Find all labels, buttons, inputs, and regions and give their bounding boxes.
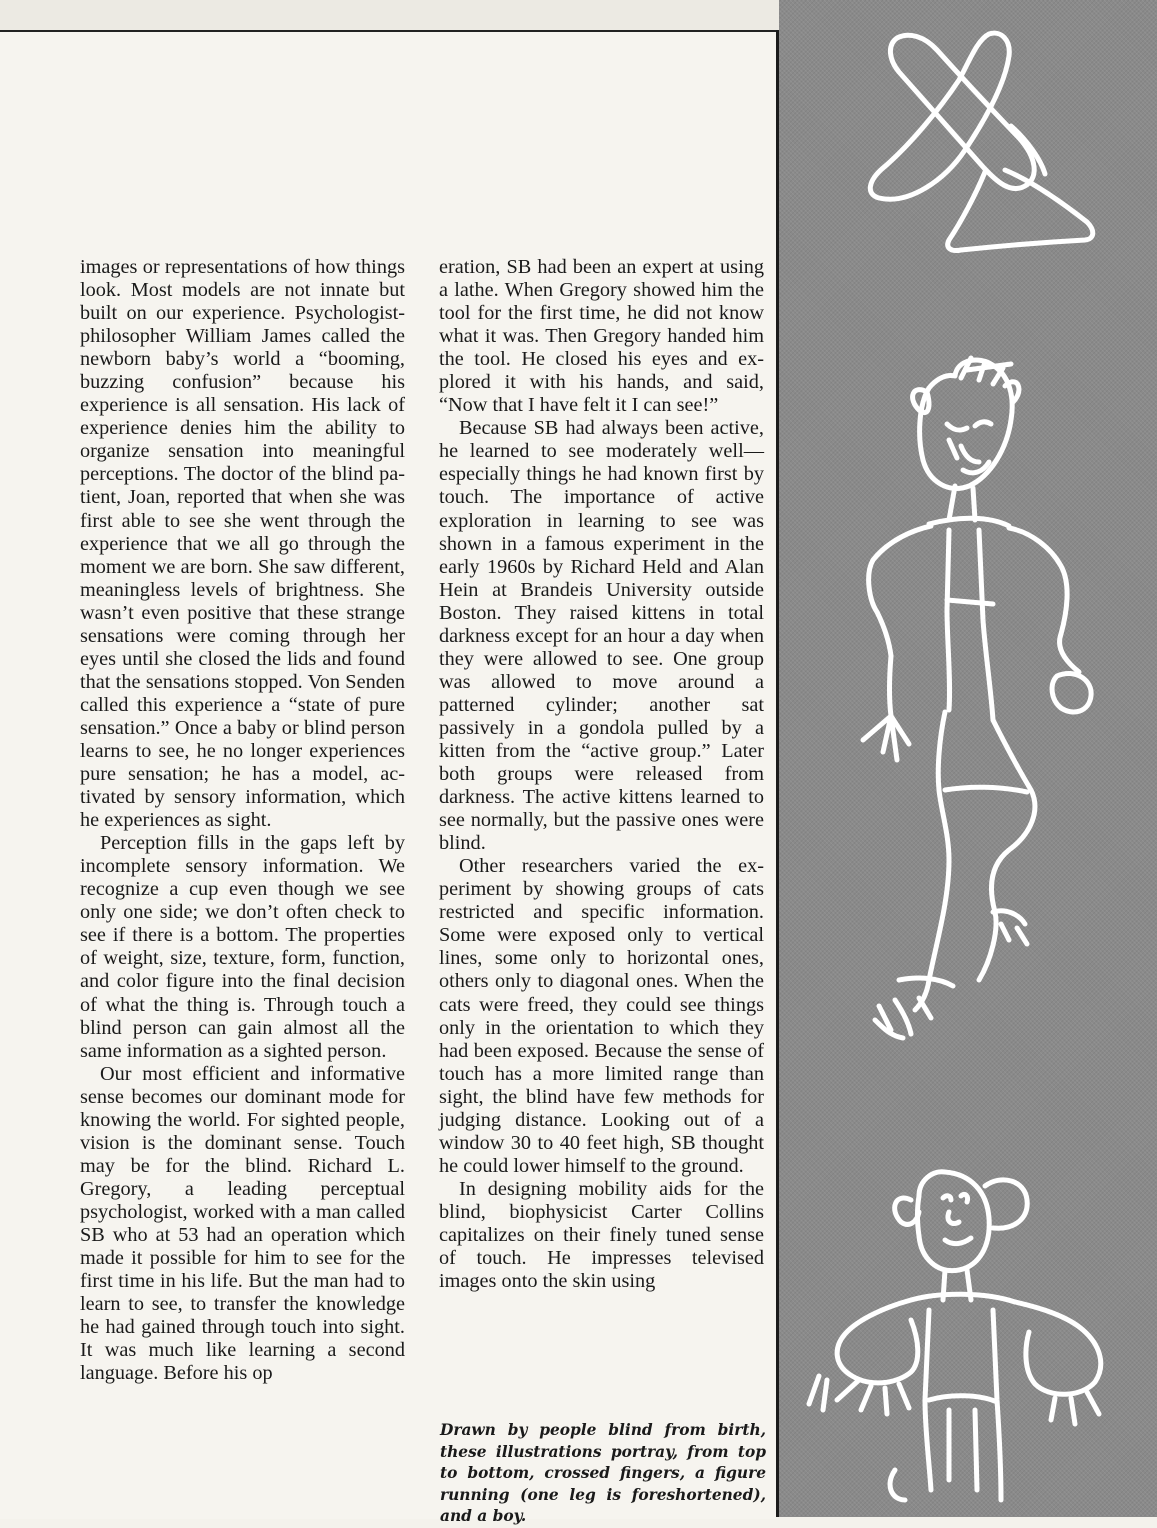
running-figure-drawing	[863, 358, 1091, 1038]
right-text-column	[439, 256, 764, 1293]
paragraph: In designing mobility aids for the blind, biophysicist Carter Collins capitalizes on their finely tuned sense of touch. He impresses televised images onto the skin using	[439, 1177, 764, 1293]
paragraph: Other researchers varied the experiment by showing groups of cats restricted and specific information. Some were exposed only to vertical lines, some only to horizontal ones, others only to diagonal ones. When the cats were freed, they could see things only in the orientation to which they had been exposed. Because the sense of touch has a more limited range than sight, the blind have few methods for judging distance. Looking out of a window 30 to 40 feet high, SB thought he could lower himself to the ground.	[439, 855, 764, 1177]
paragraph: Because SB had always been active, he learned to see moderately well—especially things he had known first by touch. The importance of active exploration in learning to see was shown in a famous experiment in the early 1960s by Richard Held and Alan Hein at Brandeis University outside Boston. They raised kittens in total darkness except for an hour a day when they were allowed to see. One group was allowed to move around a patterned cylinder; another sat passively in a gondola pulled by a kitten from the “active group.” Later both groups were released from darkness. The active kittens learned to see normally, but the passive ones were blind.	[439, 417, 764, 855]
crossed-fingers-drawing	[870, 33, 1092, 250]
illustration-panel	[779, 0, 1157, 1517]
paragraph: eration, SB had been an expert at using a lathe. When Gregory showed him the tool for the first time, he did not know what it was. Then Gregory handed him the tool. He closed his eyes and explored it with his hands, and said, “Now that I have felt it I can see!”	[439, 256, 764, 417]
paragraph: Perception fills in the gaps left by incomplete sensory information. We recognize a cup even though we see only one side; we don’t often check to see if there is a bottom. The properties of weight, size, texture, form, function, and color figure into the final decision of what the thing is. Through touch a blind person can gain almost all the same information as a sighted person.	[80, 832, 405, 1062]
left-text-column	[80, 256, 405, 1385]
illustration-caption: Drawn by people blind from birth, these illustrations portray, from top to bottom, crossed fingers, a figure running (one leg is foreshortened), and a boy.	[440, 1421, 766, 1525]
paragraph: Our most efficient and informative sense becomes our dominant mode for knowing the world. For sighted people, vision is the dominant sense. Touch may be for the blind. Richard L. Gregory, a leading perceptual psychologist, worked with a man called SB who at 53 had an operation which made it possible for him to see for the first time in his life. But the man had to learn to see, to transfer the knowledge he had gained through touch into sight. It was much like learning a second language. Before his op	[80, 1062, 405, 1385]
paragraph: images or representations of how things look. Most models are not innate but built on our experience. Psychologist-philosopher William James called the newborn baby’s world a “booming, buzzing confusion” because his experience is all sensation. His lack of experience denies him the ability to organize sensation into meaningful perceptions. The doctor of the blind patient, Joan, reported that when she was first able to see she went through the experience that we all go through the moment we are born. She saw different, meaningless levels of brightness. She wasn’t even positive that these strange sensations were coming through her eyes until she closed the lids and found that the sensations stopped. Von Senden called this experience a “state of pure sensation.” Once a baby or blind person learns to see, he no longer experiences pure sensation; he has a model, activated by sensory information, which he experiences as sight.	[80, 256, 405, 832]
boy-drawing	[809, 1172, 1101, 1500]
